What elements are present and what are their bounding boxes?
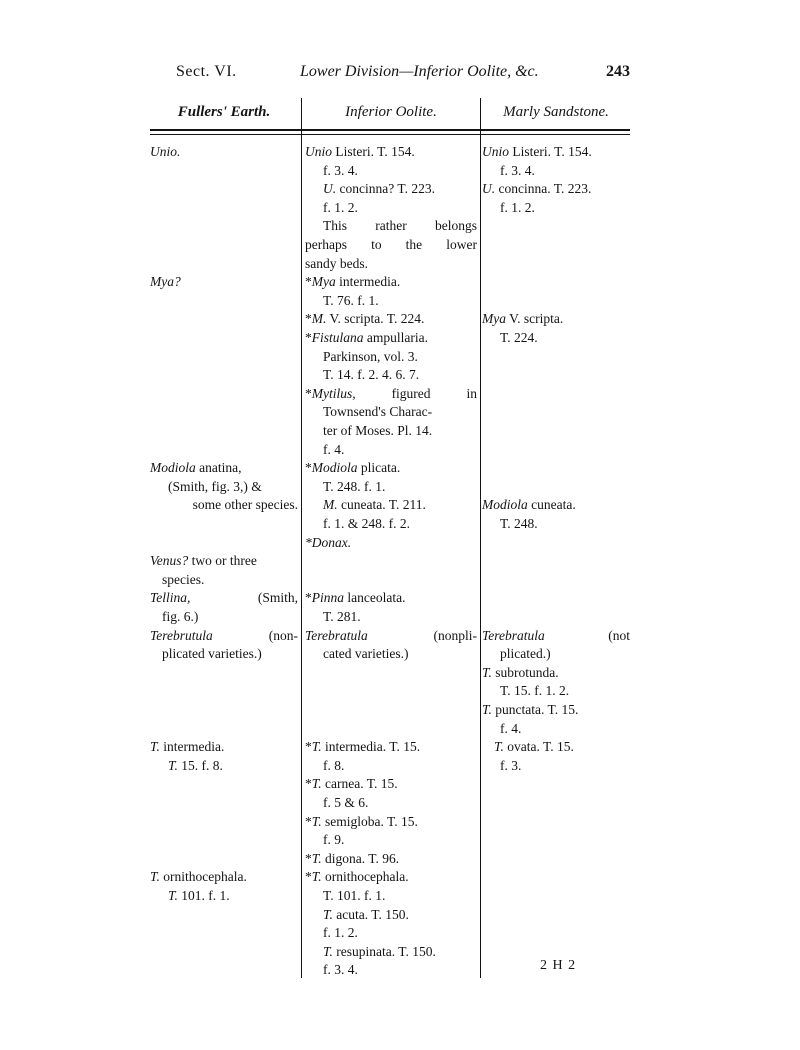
table-line: T. 15. f. 1. 2. [500, 683, 570, 699]
column-header-marly-sandstone: Marly Sandstone. [503, 104, 609, 120]
table-line: Terebratula (nonpli- [305, 627, 477, 643]
table-line: *Mytilus, figured in [305, 385, 477, 401]
table-line: f. 4. [323, 441, 345, 457]
column-header-inferior-oolite: Inferior Oolite. [345, 104, 437, 120]
table-line: T. resupinata. T. 150. [323, 943, 436, 959]
table-line: T. 224. [500, 330, 538, 345]
column-divider-2 [480, 98, 481, 978]
table-line: T. 14. f. 2. 4. 6. 7. [323, 367, 420, 383]
table-line: U. concinna? T. 223. [323, 181, 435, 197]
table-line: f. 3. 4. [500, 162, 535, 178]
header-rule-thick [150, 129, 630, 131]
table-line: *Mya intermedia. [305, 274, 401, 290]
table-line: cated varieties.) [323, 646, 409, 662]
table-line: *Pinna lanceolata. [305, 590, 406, 606]
table-line: Mya? [150, 274, 181, 290]
table-line: f. 3. 4. [323, 962, 358, 978]
table-line: *Modiola plicata. [305, 460, 401, 476]
table-line: Modiola cuneata. [482, 497, 576, 513]
table-line: T. 15. f. 8. [168, 757, 223, 773]
table-line: T. 101. f. 1. [168, 888, 230, 903]
table-line: T. intermedia. [150, 739, 225, 755]
table-line: Townsend's Charac- [323, 404, 433, 420]
table-line: f. 1. & 248. f. 2. [323, 516, 410, 531]
table-line: *T. intermedia. T. 15. [305, 739, 421, 755]
table-line: *T. semigloba. T. 15. [305, 813, 418, 829]
column-divider-1 [301, 98, 302, 978]
table-line: M. cuneata. T. 211. [323, 497, 426, 513]
table-line: perhaps to the lower [305, 237, 477, 252]
table-line: *T. digona. T. 96. [305, 850, 400, 866]
table-line: T. 248. f. 1. [323, 478, 386, 494]
table-line: f. 1. 2. [323, 199, 358, 215]
table-line: T. punctata. T. 15. [482, 702, 579, 717]
table-line: *M. V. scripta. T. 224. [305, 311, 425, 327]
column-header-fullers-earth: Fullers' Earth. [177, 104, 271, 120]
table-line: plicated.) [500, 646, 551, 662]
table-line: Terebrutula (non- [150, 627, 298, 643]
table-line: T. acuta. T. 150. [323, 906, 409, 922]
table-line: T. ovata. T. 15. [494, 739, 574, 755]
table-line: T. 281. [323, 609, 361, 624]
table-line: Tellina, (Smith, [150, 590, 298, 606]
page-number: 243 [606, 63, 630, 80]
table-line: f. 1. 2. [323, 925, 358, 941]
table-line: f. 3. 4. [323, 162, 358, 178]
table-line: T. ornithocephala. [150, 869, 247, 885]
table-line: f. 9. [323, 832, 345, 848]
table-line: some other species. [192, 497, 298, 513]
table-line: Unio Listeri. T. 154. [482, 144, 592, 159]
table-line: T. 101. f. 1. [323, 888, 386, 903]
table-line: sandy beds. [305, 255, 368, 271]
table-line: f. 1. 2. [500, 199, 535, 215]
table-line: This rather belongs [323, 218, 477, 234]
table-line: f. 4. [500, 720, 522, 736]
table-line: *Fistulana ampullaria. [305, 330, 428, 345]
table-line: f. 8. [323, 757, 345, 773]
header-rule-thin [150, 134, 630, 135]
table-line: *T. carnea. T. 15. [305, 776, 398, 792]
table-line: fig. 6.) [162, 609, 199, 624]
table-line: U. concinna. T. 223. [482, 181, 592, 197]
table-line: Unio. [150, 144, 181, 159]
table-line: T. 76. f. 1. [323, 292, 379, 308]
table-line: *T. ornithocephala. [305, 869, 409, 885]
table-line: plicated varieties.) [162, 646, 262, 662]
running-head [150, 63, 630, 87]
table-line: Venus? two or three [150, 553, 257, 569]
table-line: Terebratula (not [482, 627, 630, 643]
table-line: f. 5 & 6. [323, 795, 369, 810]
section-label: Sect. VI. [176, 63, 237, 80]
table-line: species. [162, 571, 205, 587]
table-line: (Smith, fig. 3,) & [168, 478, 262, 494]
table-line: f. 3. [500, 757, 522, 773]
page-title: Lower Division—Inferior Oolite, &c. [300, 63, 539, 80]
table-line: Mya V. scripta. [482, 311, 564, 327]
table-line: ter of Moses. Pl. 14. [323, 423, 433, 438]
table-line: T. 248. [500, 516, 538, 531]
table-line: Unio Listeri. T. 154. [305, 144, 415, 159]
table-line: T. subrotunda. [482, 664, 559, 680]
table-line: Parkinson, vol. 3. [323, 348, 418, 364]
table-line: *Donax. [305, 534, 352, 550]
signature-mark: 2 H 2 [540, 958, 577, 973]
table-line: Modiola anatina, [150, 460, 242, 476]
